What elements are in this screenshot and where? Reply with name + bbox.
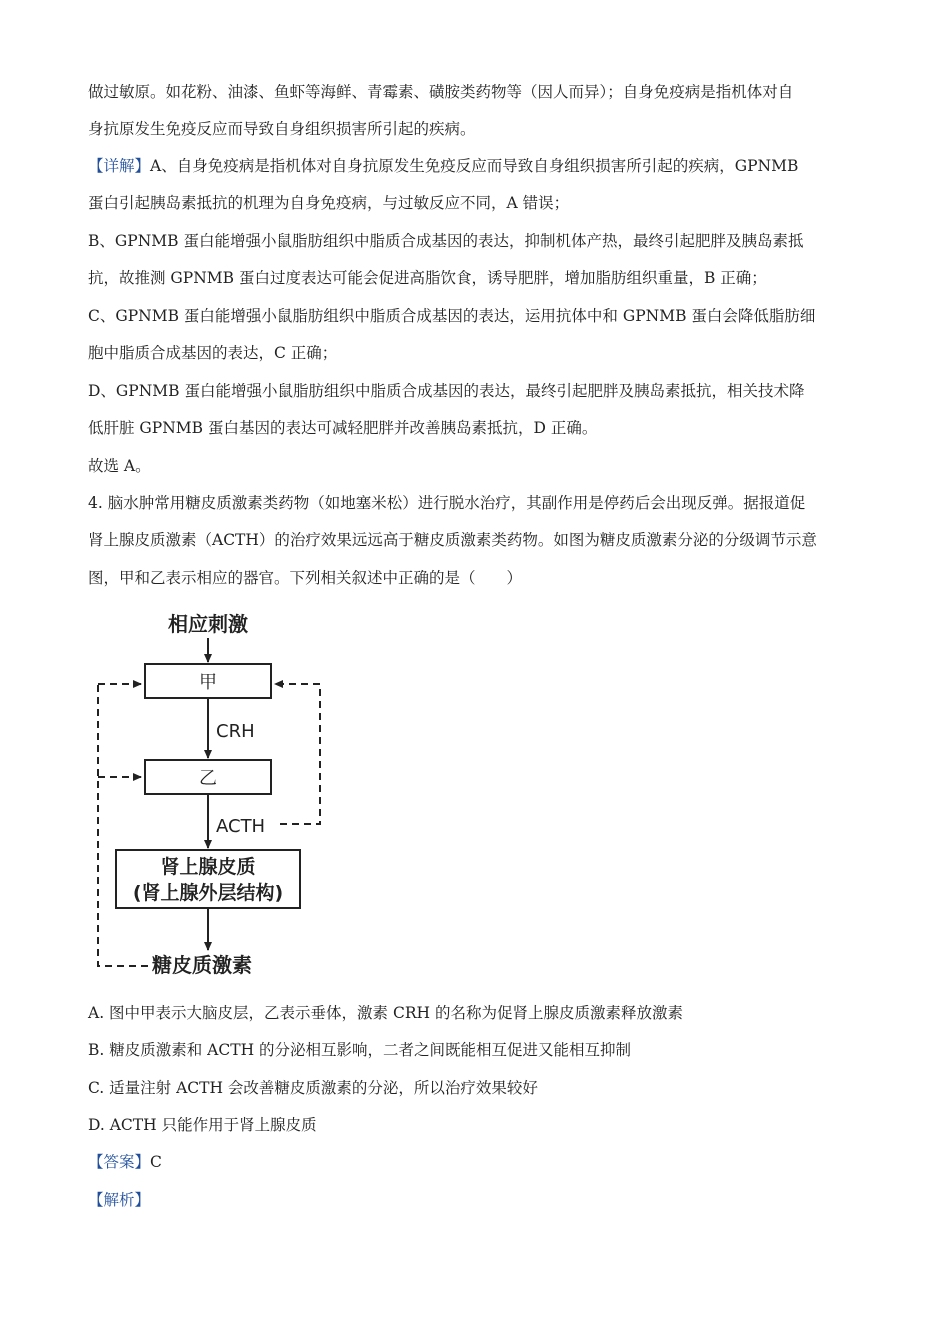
option-a: A. 图中甲表示大脑皮层，乙表示垂体，激素 CRH 的名称为促肾上腺皮质激素释放激素 <box>88 1004 683 1022</box>
option-b: B. 糖皮质激素和 ACTH 的分泌相互影响，二者之间既能相互促进又能相互抑制 <box>88 1041 632 1059</box>
paragraph-line: D、GPNMB 蛋白能增强小鼠脂肪组织中脂质合成基因的表达，最终引起肥胖及胰岛素抵抗，相关技术降 <box>88 382 805 400</box>
analysis-line <box>88 1189 868 1211</box>
acth-label: ACTH <box>216 816 266 837</box>
adrenal-cortex-label: 肾上腺皮质 <box>160 856 256 878</box>
stimulus-label: 相应刺激 <box>168 612 248 636</box>
paragraph-line: C、GPNMB 蛋白能增强小鼠脂肪组织中脂质合成基因的表达，运用抗体中和 GPNMB 蛋白会降低脂肪细 <box>88 307 816 325</box>
paragraph-line: 故选 A。 <box>88 457 151 475</box>
paragraph-line: 身抗原发生免疫反应而导致自身组织损害所引起的疾病。 <box>88 120 476 138</box>
glucocorticoid-label: 糖皮质激素 <box>152 953 252 977</box>
answer-tag: 【答案】 <box>88 1153 151 1171</box>
paragraph-line: 蛋白引起胰岛素抵抗的机理为自身免疫病，与过敏反应不同，A 错误； <box>88 194 570 212</box>
adrenal-cortex-sublabel: (肾上腺外层结构) <box>132 882 284 904</box>
regulation-diagram <box>80 600 340 985</box>
answer-line <box>88 1151 868 1173</box>
paragraph-line: 做过敏原。如花粉、油漆、鱼虾等海鲜、青霉素、磺胺类药物等（因人而异）；自身免疫病是指机体对自 <box>88 83 794 101</box>
paragraph-line: 抗，故推测 GPNMB 蛋白过度表达可能会促进高脂饮食，诱导肥胖，增加脂肪组织重量，B 正确； <box>88 269 767 287</box>
paragraph-line: 低肝脏 GPNMB 蛋白基因的表达可减轻肥胖并改善胰岛素抵抗，D 正确。 <box>88 419 598 437</box>
detail-tag: 【详解】 <box>88 157 151 175</box>
answer-value: C <box>150 1153 162 1171</box>
organ-label-jia: 甲 <box>199 672 217 693</box>
analysis-tag: 【解析】 <box>88 1191 151 1209</box>
option-c: C. 适量注射 ACTH 会改善糖皮质激素的分泌，所以治疗效果较好 <box>88 1079 538 1097</box>
paragraph-text: A、自身免疫病是指机体对自身抗原发生免疫反应而导致自身组织损害所引起的疾病，GPNMB <box>150 157 799 175</box>
question-stem-line: 4. 脑水肿常用糖皮质激素类药物（如地塞米松）进行脱水治疗，其副作用是停药后会出现反弹。据报道促 <box>88 494 806 512</box>
feedback-line-left <box>98 684 148 966</box>
feedback-line-right <box>280 684 320 824</box>
crh-label: CRH <box>216 721 255 742</box>
paragraph-line: B、GPNMB 蛋白能增强小鼠脂肪组织中脂质合成基因的表达，抑制机体产热，最终引起肥胖及胰岛素抵 <box>88 232 804 250</box>
question-stem-line: 肾上腺皮质激素（ACTH）的治疗效果远远高于糖皮质激素类药物。如图为糖皮质激素分泌的分级调节示意 <box>88 531 817 549</box>
organ-label-yi: 乙 <box>199 768 217 789</box>
question-stem-line: 图，甲和乙表示相应的器官。下列相关叙述中正确的是（ ） <box>88 569 523 587</box>
option-d: D. ACTH 只能作用于肾上腺皮质 <box>88 1116 317 1134</box>
paragraph-line: 胞中脂质合成基因的表达，C 正确； <box>88 344 338 362</box>
detail-paragraph <box>88 155 868 177</box>
